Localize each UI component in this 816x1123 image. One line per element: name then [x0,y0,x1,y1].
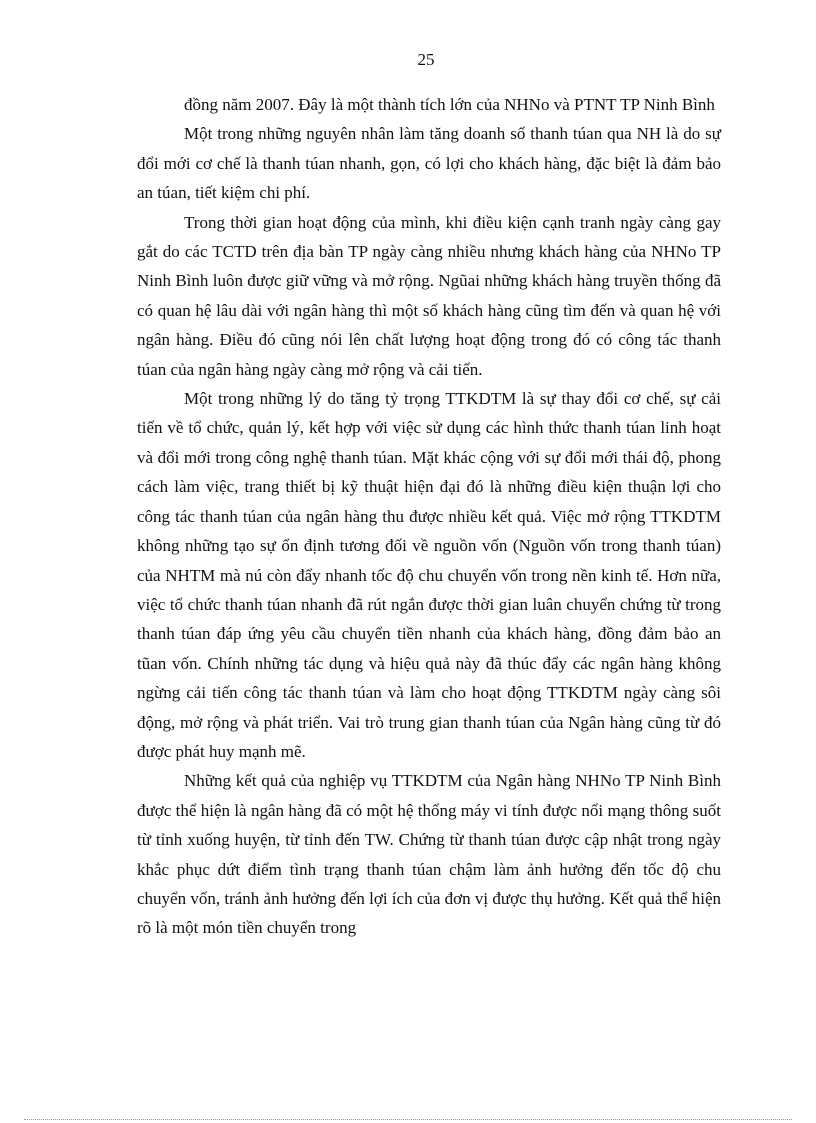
paragraph: Những kết quả của nghiệp vụ TTKDTM của Ngân hàng NHNo TP Ninh Bình được thể hiện là ngân hàng đã có một hệ thống máy vi tính được nối mạng thông suốt từ tỉnh xuống huyện, từ tỉnh đến TW. Chứng từ thanh túan được cập nhật trong ngày khắc phục dứt điểm tình trạng thanh túan chậm làm ảnh hưởng đến tốc độ chu chuyển vốn, tránh ảnh hưởng đến lợi ích của đơn vị được thụ hưởng. Kết quả thể hiện rõ là một món tiền chuyển trong [137,771,721,938]
paragraph: Một trong những nguyên nhân làm tăng doanh số thanh túan qua NH là do sự đổi mới cơ chế là thanh túan nhanh, gọn, có lợi cho khách hàng, đặc biệt là đảm bảo an túan, tiết kiệm chi phí. [137,124,721,203]
paragraph: Một trong những lý do tăng tỷ trọng TTKDTM là sự thay đổi cơ chế, sự cải tiến về tổ chức, quản lý, kết hợp với việc sử dụng các hình thức thanh túan linh hoạt và đổi mới trong công nghệ thanh túan. Mặt khác cộng với sự đổi mới thái độ, phong cách làm việc, trang thiết bị kỹ thuật hiện đại đó là những điều kiện thuận lợi cho công tác thanh túan của ngân hàng thu được nhiều kết quả. Việc mở rộng TTKDTM không những tạo sự ổn định tương đối về nguồn vốn (Nguồn vốn trong thanh túan) của NHTM mà nú còn đẩy nhanh tốc độ chu chuyển vốn trong nền kinh tế. Hơn nữa, việc tổ chức thanh túan nhanh đã rút ngắn được thời gian luân chuyển chứng từ trong thanh túan đáp ứng yêu cầu chuyển tiền nhanh của khách hàng, đồng đảm bảo an tũan vốn. Chính những tác dụng và hiệu quả này đã thúc đẩy các ngân hàng không ngừng cải tiến công tác thanh túan và làm cho hoạt động TTKDTM ngày càng sôi động, mở rộng và phát triển. Vai trò trung gian thanh túan của Ngân hàng cũng từ đó được phát huy mạnh mẽ. [137,389,721,761]
page-bottom-divider [24,1119,792,1120]
page-number: 25 [417,50,435,69]
body-text [137,90,721,943]
paragraph: đồng năm 2007. Đây là một thành tích lớn của NHNo và PTNT TP Ninh Bình [184,95,715,114]
paragraph: Trong thời gian hoạt động của mình, khi điều kiện cạnh tranh ngày càng gay gắt do các TCTD trên địa bàn TP ngày càng nhiều nhưng khách hàng của NHNo TP Ninh Bình luôn được giữ vững và mở rộng. Ngũai những khách hàng truyền thống đã có quan hệ lâu dài với ngân hàng thì một số khách hàng cũng tìm đến và quan hệ với ngân hàng. Điều đó cũng nói lên chất lượng hoạt động trong đó có công tác thanh túan của ngân hàng ngày càng mở rộng và cải tiến. [137,212,721,379]
